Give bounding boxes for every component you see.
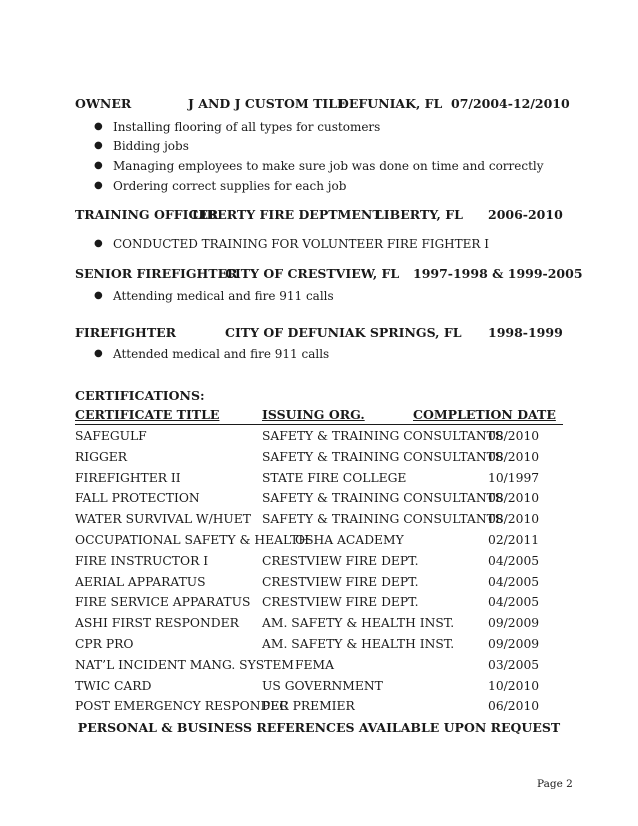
job-dates: 2006-2010 (488, 207, 563, 222)
cert-org: PEC PREMIER (262, 699, 355, 713)
cert-title: SAFEGULF (75, 429, 147, 443)
cert-date: 02/2011 (488, 533, 540, 547)
cert-org: STATE FIRE COLLEGE (262, 471, 407, 485)
cert-org: SAFETY & TRAINING CONSULTANTS (262, 450, 504, 464)
cert-title: POST EMERGENCY RESPONDER (75, 699, 289, 713)
job-location: DEFUNIAK, FL (338, 96, 443, 111)
header-underline (75, 424, 563, 425)
bullet-icon: ● (94, 140, 103, 151)
bullet-icon: ● (94, 238, 103, 249)
cert-org: FEMA (295, 658, 334, 672)
cert-org: AM. SAFETY & HEALTH INST. (262, 637, 455, 651)
cert-date: 10/2010 (488, 679, 540, 693)
job-title: FIREFIGHTER (75, 325, 177, 340)
cert-title: NAT’L INCIDENT MANG. SYSTEM (75, 658, 294, 672)
cert-title: ASHI FIRST RESPONDER (75, 616, 239, 630)
cert-title: TWIC CARD (75, 679, 152, 693)
certifications-heading: CERTIFICATIONS: (75, 388, 205, 403)
resume-page: OWNER J AND J CUSTOM TILE DEFUNIAK, FL 07/2004-12/2010 ● Installing flooring of all types for customers ● Bidding jobs ● Managing employees to make sure job was done on time and correctly ● Ordering correct supplies for each job TRAINING OFFICER LIBERTY FIRE DEPTMENT LIBERTY, FL 2006-2010 ● CONDUCTED TRAINING FOR VOLUNTEER FIRE FIGHTER I SENIOR FIREFIGHTER CITY OF CRESTVIEW, FL 1997-1998 & 1999-2005 ● Attending medical and fire 911 calls FIREFIGHTER CITY OF DEFUNIAK SPRINGS, FL 1998-1999 ● Attended medical and fire 911 calls CERTIFICATIONS: CERTIFICATE TITLE ISSUING ORG. COMPLETION DATE SAFEGULF SAFETY & TRAINING CONSULTANTS 08/2010 RIGGER SAFETY & TRAINING CONSULTANTS 08/2010 FIREFIGHTER II STATE FIRE COLLEGE 10/1997 FALL PROTECTION SAFETY & TRAINING CONSULTANTS 08/2010 WATER SURVIVAL W/HUET SAFETY & TRAINING CONSULTANTS 08/2010 OCCUPATIONAL SAFETY & HEALTH OSHA ACADEMY 02/2011 FIRE INSTRUCTOR I CRESTVIEW FIRE DEPT. 04/2005 AERIAL APPARATUS CRESTVIEW FIRE DEPT. 04/2005 FIRE SERVICE APPARATUS CRESTVIEW FIRE DEPT. 04/2005 ASHI FIRST RESPONDER AM. SAFETY & HEALTH INST. 09/2009 CPR PRO AM. SAFETY & HEALTH INST. 09/2009 NAT’L INCIDENT MANG. SYSTEM FEMA 03/2005 TWIC CARD US GOVERNMENT 10/2010 POST EMERGENCY RESPONDER PEC PREMIER 06/2010 PERSONAL & BUSINESS REFERENCES AVAILABLE UPON REQUEST Page 2 (0, 0, 638, 826)
bullet-icon: ● (94, 180, 103, 191)
job-title: SENIOR FIREFIGHTER (75, 266, 238, 281)
job-dates: 1998-1999 (488, 325, 563, 340)
cert-title: AERIAL APPARATUS (75, 575, 206, 589)
job-employer: J AND J CUSTOM TILE (188, 96, 347, 111)
cert-title: CPR PRO (75, 637, 134, 651)
bullet-icon: ● (94, 348, 103, 359)
job-dates: 07/2004-12/2010 (451, 96, 570, 111)
job-employer: LIBERTY FIRE DEPTMENT (192, 207, 382, 222)
cert-date: 08/2010 (488, 512, 540, 526)
cert-title: OCCUPATIONAL SAFETY & HEALTH (75, 533, 310, 547)
job-title: TRAINING OFFICER (75, 207, 219, 222)
cert-org: SAFETY & TRAINING CONSULTANTS (262, 512, 504, 526)
job-title: OWNER (75, 96, 132, 111)
cert-date: 04/2005 (488, 554, 540, 568)
cert-date: 10/1997 (488, 471, 540, 485)
cert-title: RIGGER (75, 450, 127, 464)
cert-org: SAFETY & TRAINING CONSULTANTS (262, 491, 504, 505)
cert-title: FIREFIGHTER II (75, 471, 181, 485)
column-header-title: CERTIFICATE TITLE (75, 407, 220, 422)
bullet-icon: ● (94, 121, 103, 132)
cert-org: CRESTVIEW FIRE DEPT. (262, 575, 419, 589)
cert-org: SAFETY & TRAINING CONSULTANTS (262, 429, 504, 443)
column-header-date: COMPLETION DATE (413, 407, 556, 422)
job-employer: CITY OF CRESTVIEW, FL (225, 266, 400, 281)
cert-date: 04/2005 (488, 575, 540, 589)
cert-date: 06/2010 (488, 699, 540, 713)
job-dates: 1997-1998 & 1999-2005 (413, 266, 583, 281)
cert-date: 04/2005 (488, 595, 540, 609)
page-number: Page 2 (537, 778, 573, 790)
job-location: LIBERTY, FL (375, 207, 463, 222)
cert-title: FIRE INSTRUCTOR I (75, 554, 209, 568)
cert-org: US GOVERNMENT (262, 679, 383, 693)
bullet-icon: ● (94, 290, 103, 301)
cert-org: AM. SAFETY & HEALTH INST. (262, 616, 455, 630)
column-header-org: ISSUING ORG. (262, 407, 365, 422)
cert-title: WATER SURVIVAL W/HUET (75, 512, 251, 526)
cert-date: 08/2010 (488, 491, 540, 505)
bullet-icon: ● (94, 160, 103, 171)
cert-org: CRESTVIEW FIRE DEPT. (262, 595, 419, 609)
cert-org: OSHA ACADEMY (295, 533, 404, 547)
cert-org: CRESTVIEW FIRE DEPT. (262, 554, 419, 568)
cert-title: FALL PROTECTION (75, 491, 200, 505)
cert-date: 08/2010 (488, 429, 540, 443)
cert-date: 03/2005 (488, 658, 540, 672)
job-employer: CITY OF DEFUNIAK SPRINGS, FL (225, 325, 462, 340)
cert-date: 09/2009 (488, 637, 540, 651)
cert-date: 08/2010 (488, 450, 540, 464)
cert-title: FIRE SERVICE APPARATUS (75, 595, 251, 609)
cert-date: 09/2009 (488, 616, 540, 630)
references-note: PERSONAL & BUSINESS REFERENCES AVAILABLE UPON REQUEST (77, 720, 561, 735)
